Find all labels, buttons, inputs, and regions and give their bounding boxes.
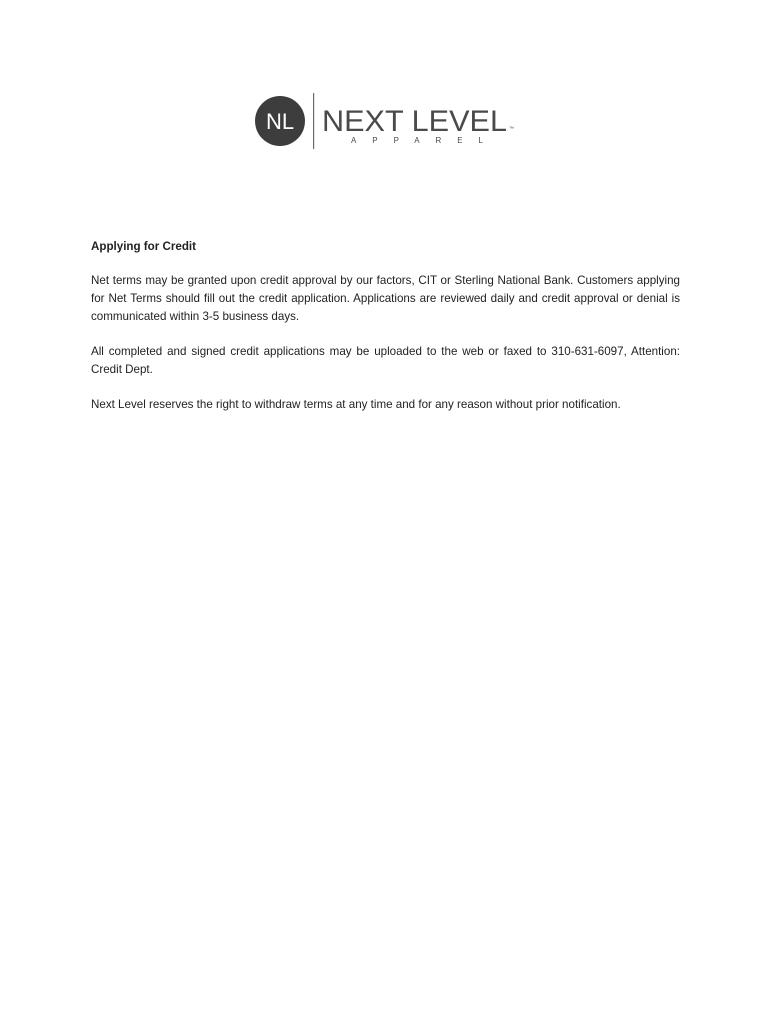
logo-monogram: NL	[265, 109, 295, 134]
brand-logo	[254, 92, 524, 150]
logo-trademark: ™	[509, 126, 514, 132]
brand-logo-graphic	[254, 92, 524, 150]
paragraph-submission: All completed and signed credit applications may be uploaded to the web or faxed to 310-631-6097, Attention: Credit Dept.	[91, 345, 680, 376]
paragraph-net-terms: Net terms may be granted upon credit approval by our factors, CIT or Sterling National Bank. Customers applying for Net Terms should fill out the credit application. Applications are reviewed daily and credit approval or denial is communicated within 3-5 business days.	[91, 274, 680, 323]
logo-tagline: APPAREL	[351, 136, 483, 145]
logo-divider	[313, 93, 314, 149]
section-heading: Applying for Credit	[91, 240, 196, 253]
paragraph-withdraw-terms: Next Level reserves the right to withdraw terms at any time and for any reason without prior notification.	[91, 398, 621, 411]
logo-brand-name: NEXT LEVEL	[322, 105, 507, 138]
document-body	[91, 239, 680, 431]
